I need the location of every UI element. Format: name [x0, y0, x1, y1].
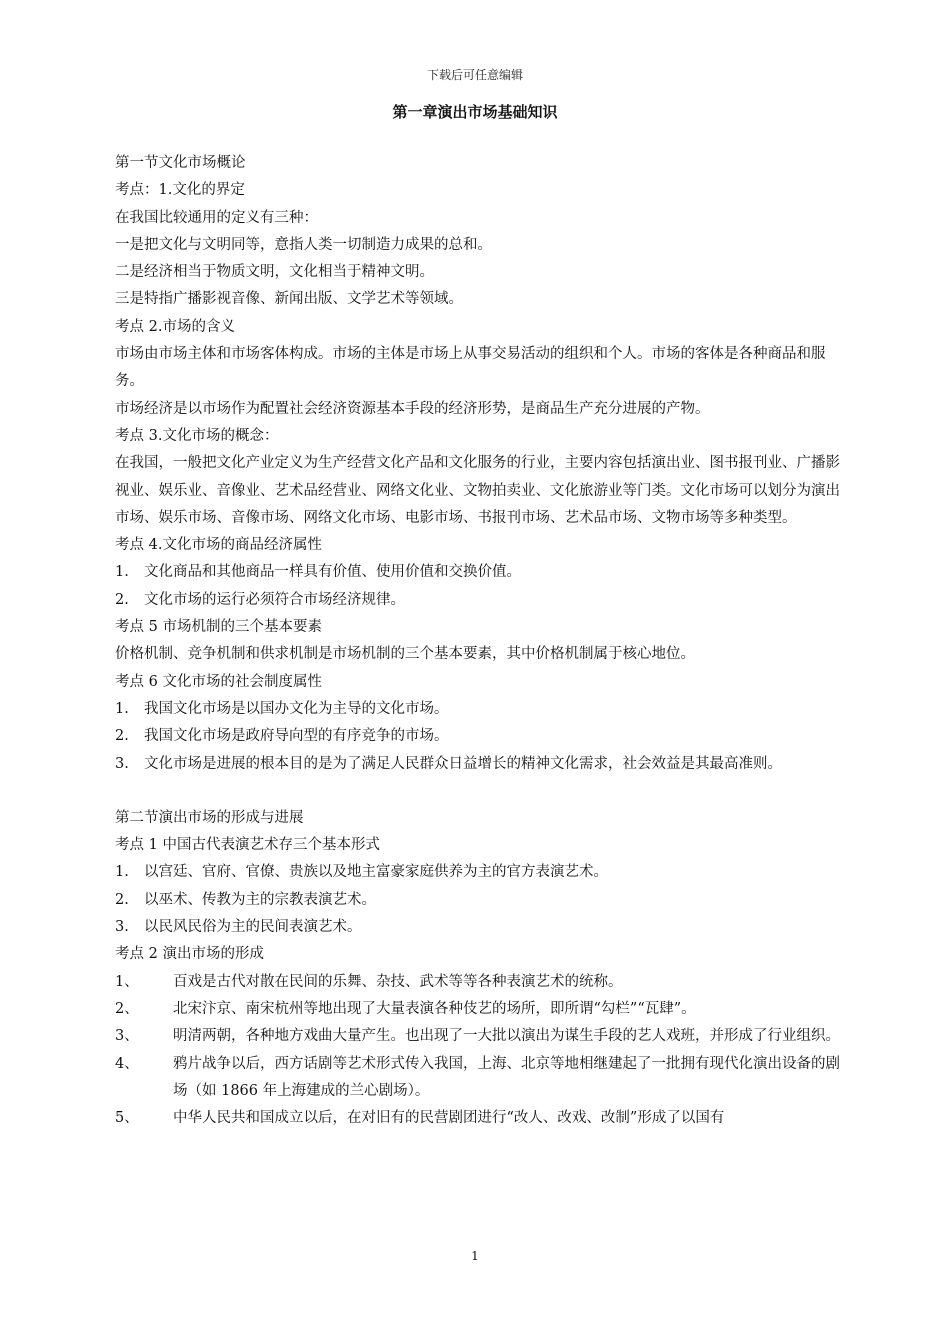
paragraph: 考点：1.文化的界定 — [115, 182, 245, 199]
list-number: 5、 — [115, 1110, 139, 1127]
document-title: 第一章演出市场基础知识 — [392, 103, 558, 121]
list-item — [115, 587, 840, 614]
paragraph: 三是特指广播影视音像、新闻出版、文学艺术等领域。 — [115, 291, 463, 308]
list-text: 北宋汴京、南宋杭州等地出现了大量表演各种伎艺的场所，即所谓“勾栏”“瓦肆”。 — [173, 1000, 696, 1017]
list-text: 以宫廷、官府、官僚、贵族以及地主富豪家庭供养为主的官方表演艺术。 — [144, 864, 608, 881]
paragraph: 考点 3.文化市场的概念： — [115, 427, 279, 444]
section2-heading: 第二节演出市场的形成与进展 — [115, 809, 304, 826]
list-item — [115, 1023, 840, 1050]
list-text: 鸦片战争以后，西方话剧等艺术形式传入我国，上海、北京等地相继建起了一批拥有现代化演出设备的剧场（如 1866 年上海建成的兰心剧场）。 — [173, 1055, 840, 1099]
list-number: 3、 — [115, 1028, 139, 1045]
paragraph: 考点 4.文化市场的商品经济属性 — [115, 537, 322, 554]
list-number: 1. — [115, 564, 129, 581]
list-number: 1. — [115, 864, 129, 881]
paragraph: 考点 1 中国古代表演艺术存三个基本形式 — [115, 837, 380, 854]
paragraph: 考点 2.市场的含义 — [115, 318, 235, 335]
list-number: 2. — [115, 728, 129, 745]
list-text: 百戏是古代对散在民间的乐舞、杂技、武术等等各种表演艺术的统称。 — [173, 973, 623, 990]
list-item — [115, 859, 840, 886]
list-text: 我国文化市场是以国办文化为主导的文化市场。 — [144, 700, 449, 717]
paragraph: 在我国，一般把文化产业定义为生产经营文化产品和文化服务的行业，主要内容包括演出业、图书报刊业、广播影视业、娱乐业、音像业、艺术品经营业、网络文化业、文物拍卖业、文化旅游业等门类。文化市场可以划分为演出市场、娱乐市场、音像市场、网络文化市场、电影市场、书报刊市场、艺术品市场、文物市场等多种类型。 — [115, 455, 840, 526]
paragraph: 考点 2 演出市场的形成 — [115, 946, 264, 963]
list-text: 以巫术、传教为主的宗教表演艺术。 — [144, 891, 376, 908]
paragraph: 市场由市场主体和市场客体构成。市场的主体是市场上从事交易活动的组织和个人。市场的客体是各种商品和服务。 — [115, 346, 826, 390]
list-text: 我国文化市场是政府导向型的有序竞争的市场。 — [144, 728, 449, 745]
section-spacer — [115, 778, 840, 805]
document-body — [115, 150, 840, 1132]
list-item — [115, 751, 840, 778]
list-number: 3. — [115, 919, 129, 936]
list-item — [115, 723, 840, 750]
paragraph: 一是把文化与文明同等，意指人类一切制造力成果的总和。 — [115, 236, 492, 253]
list-item — [115, 914, 840, 941]
list-number: 4、 — [115, 1055, 139, 1072]
list-item — [115, 696, 840, 723]
list-item — [115, 887, 840, 914]
list-item — [115, 559, 840, 586]
paragraph: 二是经济相当于物质文明，文化相当于精神文明。 — [115, 264, 434, 281]
list-number: 3. — [115, 755, 129, 772]
list-number: 2、 — [115, 1000, 139, 1017]
paragraph: 价格机制、竞争机制和供求机制是市场机制的三个基本要素，其中价格机制属于核心地位。 — [115, 646, 695, 663]
paragraph: 考点 5 市场机制的三个基本要素 — [115, 619, 322, 636]
list-text: 明清两朝，各种地方戏曲大量产生。也出现了一大批以演出为谋生手段的艺人戏班，并形成了行业组织。 — [173, 1028, 840, 1045]
list-item — [115, 1051, 840, 1106]
list-text: 文化市场的运行必须符合市场经济规律。 — [144, 591, 405, 608]
list-text: 中华人民共和国成立以后，在对旧有的民营剧团进行“改人、改戏、改制”形成了以国有 — [173, 1110, 725, 1127]
page-number: 1 — [471, 1249, 479, 1263]
paragraph: 考点 6 文化市场的社会制度属性 — [115, 673, 322, 690]
list-text: 文化市场是进展的根本目的是为了满足人民群众日益增长的精神文化需求，社会效益是其最高准则。 — [144, 755, 782, 772]
section1-heading: 第一节文化市场概论 — [115, 155, 246, 171]
list-number: 1、 — [115, 973, 139, 990]
list-item — [115, 1105, 840, 1132]
paragraph: 市场经济是以市场作为配置社会经济资源基本手段的经济形势，是商品生产充分进展的产物。 — [115, 400, 710, 417]
list-number: 1. — [115, 700, 129, 717]
list-number: 2. — [115, 891, 129, 908]
list-text: 以民风民俗为主的民间表演艺术。 — [144, 919, 362, 936]
paragraph: 在我国比较通用的定义有三种： — [115, 209, 318, 226]
list-item — [115, 969, 840, 996]
list-text: 文化商品和其他商品一样具有价值、使用价值和交换价值。 — [144, 564, 521, 581]
list-item — [115, 996, 840, 1023]
list-number: 2. — [115, 591, 129, 608]
header-note: 下载后可任意编辑 — [426, 68, 523, 82]
